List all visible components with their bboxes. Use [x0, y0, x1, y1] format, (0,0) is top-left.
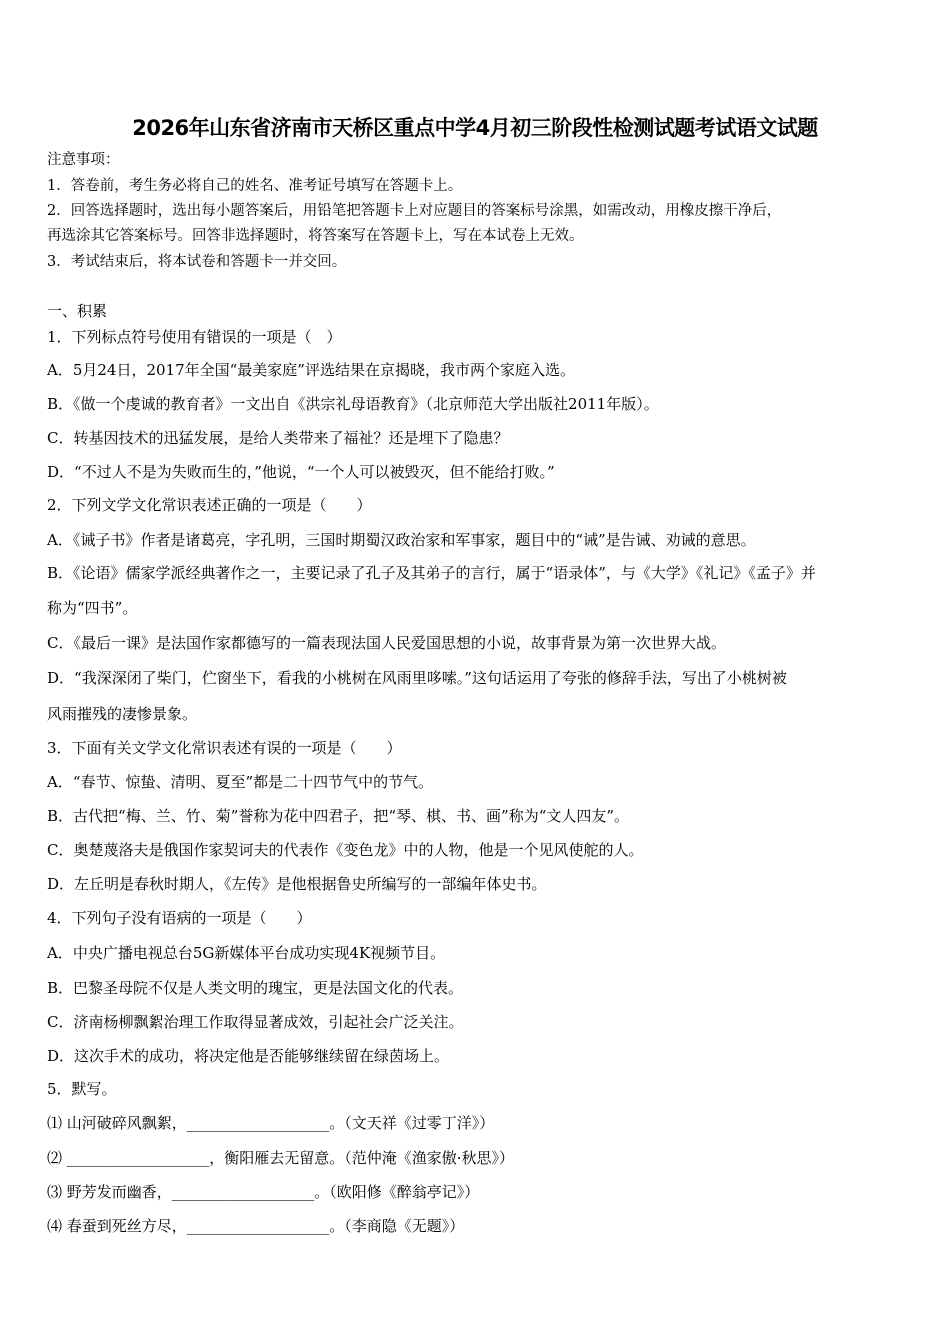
option-line: 风雨摧残的凄惨景象。 — [47, 705, 198, 723]
blank-line: ⑴ 山河破碎风飘絮，___________________。（文天祥《过零丁洋》） — [47, 1114, 495, 1132]
note-line: 1．答卷前，考生务必将自己的姓名、准考证号填写在答题卡上。 — [47, 178, 463, 194]
blank-line: ⑵ ___________________，衡阳雁去无留意。（范仲淹《渔家傲·秋思》） — [47, 1149, 515, 1167]
blank-line: ⑷ 春蚕到死丝方尽，___________________。（李商隐《无题》） — [47, 1217, 465, 1235]
option-line: 称为“四书”。 — [47, 599, 138, 617]
option-line: A．“春节、惊蛰、清明、夏至”都是二十四节气中的节气。 — [47, 773, 434, 791]
question-line: 4．下列句子没有语病的一项是（ ） — [47, 909, 312, 927]
option-line: B．古代把“梅、兰、竹、菊”誉称为花中四君子，把“琴、棋、书、画”称为“文人四友”。 — [47, 807, 630, 825]
note-line: 注意事项： — [47, 152, 120, 168]
note-line: 3．考试结束后，将本试卷和答题卡一并交回。 — [47, 254, 347, 270]
option-line: D．“不过人不是为失败而生的，”他说，“一个人可以被毁灭，但不能给打败。” — [47, 463, 555, 481]
option-line: A．中央广播电视总台5G新媒体平台成功实现4K视频节目。 — [47, 944, 446, 962]
section-line: 一、积累 — [47, 302, 108, 320]
option-line: A．《诫子书》作者是诸葛亮，字孔明，三国时期蜀汉政治家和军事家，题目中的“诫”是告诫、劝诫的意思。 — [47, 531, 756, 549]
option-line: D．这次手术的成功，将决定他是否能够继续留在绿茵场上。 — [47, 1047, 450, 1065]
option-line: D．“我深深闭了柴门，伫窗坐下，看我的小桃树在风雨里哆嗦。”这句话运用了夸张的修辞手法，写出了小桃树被 — [47, 669, 787, 687]
option-line: B．《做一个虔诚的教育者》一文出自《洪宗礼母语教育》（北京师范大学出版社2011年版）。 — [47, 395, 659, 413]
question-line: 1．下列标点符号使用有错误的一项是（ ） — [47, 328, 342, 346]
option-line: C．奥楚蔑洛夫是俄国作家契诃夫的代表作《变色龙》中的人物，他是一个见风使舵的人。 — [47, 841, 644, 859]
option-line: D．左丘明是春秋时期人，《左传》是他根据鲁史所编写的一部编年体史书。 — [47, 875, 547, 893]
question-line: 5．默写。 — [47, 1080, 117, 1098]
option-line: B．《论语》儒家学派经典著作之一，主要记录了孔子及其弟子的言行，属于“语录体”，与《大学》《礼记》《孟子》并 — [47, 564, 816, 582]
option-line: C．济南杨柳飘絮治理工作取得显著成效，引起社会广泛关注。 — [47, 1013, 464, 1031]
option-line: C．《最后一课》是法国作家都德写的一篇表现法国人民爱国思想的小说，故事背景为第一次世界大战。 — [47, 634, 726, 652]
option-line: B．巴黎圣母院不仅是人类文明的瑰宝，更是法国文化的代表。 — [47, 979, 464, 997]
question-line: 3．下面有关文学文化常识表述有误的一项是（ ） — [47, 739, 402, 757]
document-title: 2026年山东省济南市天桥区重点中学4月初三阶段性检测试题考试语文试题 — [132, 116, 818, 140]
question-line: 2．下列文学文化常识表述正确的一项是（ ） — [47, 496, 372, 514]
option-line: C．转基因技术的迅猛发展，是给人类带来了福祉？还是埋下了隐患？ — [47, 429, 509, 447]
blank-line: ⑶ 野芳发而幽香，___________________。（欧阳修《醉翁亭记》） — [47, 1183, 480, 1201]
note-line: 2．回答选择题时，选出每小题答案后，用铅笔把答题卡上对应题目的答案标号涂黑，如需改动，用橡皮擦干净后， — [47, 203, 782, 219]
option-line: A．5月24日，2017年全国“最美家庭”评选结果在京揭晓，我市两个家庭入选。 — [47, 361, 575, 379]
note-line: 再选涂其它答案标号。回答非选择题时，将答案写在答题卡上，写在本试卷上无效。 — [47, 228, 584, 244]
